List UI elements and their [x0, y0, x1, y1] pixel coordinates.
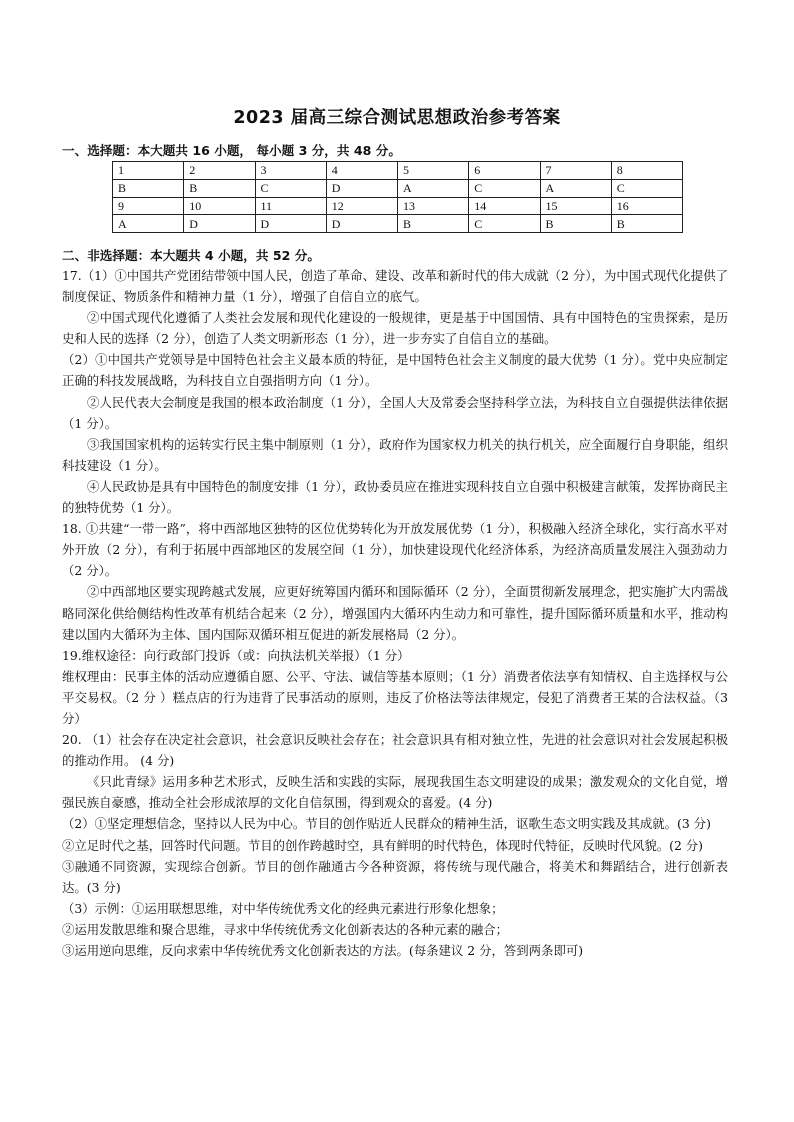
answer-paragraph: ②立足时代之基，回答时代问题。节目的创作跨越时空，具有鲜明的时代特色，体现时代特征，反映时代风貌。(2 分) [62, 837, 704, 853]
table-cell: C [611, 179, 682, 197]
table-cell: D [255, 215, 326, 233]
answer-body [62, 265, 728, 961]
table-cell: 6 [469, 162, 540, 180]
table-cell: 7 [540, 162, 611, 180]
table-cell: 3 [255, 162, 326, 180]
answer-paragraph: （2）①坚定理想信念，坚持以人民为中心。节目的创作贴近人民群众的精神生活，讴歌生态文明实践及其成就。(3 分) [62, 816, 711, 832]
section-2-heading: 二、非选择题：本大题共 4 小题，共 52 分。 [62, 248, 320, 263]
table-cell: B [398, 215, 469, 233]
table-cell: 14 [469, 197, 540, 215]
table-cell: 5 [398, 162, 469, 180]
table-cell: 13 [398, 197, 469, 215]
answer-paragraph: ③运用逆向思维，反向求索中华传统优秀文化创新表达的方法。(每条建议 2 分，答到两条即可) [62, 943, 584, 958]
answer-paragraph: （2）①中国共产党领导是中国特色社会主义最本质的特征，是中国特色社会主义制度的最大优势（1 分）。党中央应制定正确的科技发展战略，为科技自立自强指明方向（1 分）。 [62, 352, 728, 389]
table-cell: 1 [113, 162, 184, 180]
table-cell: A [540, 179, 611, 197]
table-cell: 12 [326, 197, 397, 215]
answer-paragraph: ④人民政协是具有中国特色的制度安排（1 分），政协委员应在推进实现科技自立自强中积极建言献策，发挥协商民主的独特优势（1 分）。 [62, 478, 728, 516]
table-row [113, 215, 683, 233]
answer-paragraph: 20. （1）社会存在决定社会意识，社会意识反映社会存在；社会意识具有相对独立性，先进的社会意识对社会发展起积极的推动作用。 (4 分) [62, 732, 728, 769]
table-cell: 15 [540, 197, 611, 215]
table-cell: D [326, 215, 397, 233]
section-1-heading: 一、选择题：本大题共 16 小题， 每小题 3 分，共 48 分。 [62, 143, 401, 158]
table-row [113, 162, 683, 180]
table-cell: C [255, 179, 326, 197]
answer-paragraph: 维权理由：民事主体的活动应遵循自愿、公平、守法、诚信等基本原则；（1 分）消费者依法享有知情权、自主选择权与公平交易权。（2 分 ）糕点店的行为违背了民事活动的原则，违反了价格法等法律规定，侵犯了消费者王某的合法权益。（3 分） [62, 668, 728, 726]
table-cell: 16 [611, 197, 682, 215]
table-cell: A [113, 215, 184, 233]
answer-paragraph: （3）示例：①运用联想思维，对中华传统优秀文化的经典元素进行形象化想象； [62, 900, 504, 916]
answer-paragraph: ②中西部地区要实现跨越式发展，应更好统筹国内循环和国际循环（2 分），全面贯彻新发展理念，把实施扩大内需战略同深化供给侧结构性改革有机结合起来（2 分），增强国内大循环内生动力和可靠性，提升国际循环质量和水平，推动构建以国内大循环为主体、国内国际双循环相互促进的新发展格局（2 分）。 [62, 584, 728, 642]
table-cell: D [184, 215, 255, 233]
table-cell: 8 [611, 162, 682, 180]
table-cell: B [113, 179, 184, 197]
table-cell: C [469, 215, 540, 233]
table-cell: B [540, 215, 611, 233]
table-cell: 4 [326, 162, 397, 180]
table-cell: 11 [255, 197, 326, 215]
table-cell: 10 [184, 197, 255, 215]
answer-paragraph: ②人民代表大会制度是我国的根本政治制度（1 分），全国人大及常委会坚持科学立法，为科技自立自强提供法律依据（1 分）。 [62, 394, 728, 431]
table-cell: C [469, 179, 540, 197]
table-cell: A [398, 179, 469, 197]
answer-paragraph: 《只此青绿》运用多种艺术形式，反映生活和实践的实际，展现我国生态文明建设的成果；激发观众的文化自觉，增强民族自豪感，推动全社会形成浓厚的文化自信氛围，得到观众的喜爱。(4 分) [62, 774, 728, 811]
table-cell: B [611, 215, 682, 233]
table-cell: B [184, 179, 255, 197]
table-cell: D [326, 179, 397, 197]
answer-paragraph: 18. ①共建“一带一路”，将中西部地区独特的区位优势转化为开放发展优势（1 分），积极融入经济全球化，实行高水平对外开放（2 分），有利于拓展中西部地区的发展空间（1 分），加快建设现代化经济体系，为经济高质量发展注入强劲动力（2 分）。 [62, 521, 728, 579]
table-row [113, 197, 683, 215]
table-row [113, 179, 683, 197]
answer-paragraph: 19.维权途径：向行政部门投诉（或：向执法机关举报）（1 分） [62, 647, 410, 663]
answer-paragraph: 17.（1）①中国共产党团结带领中国人民，创造了革命、建设、改革和新时代的伟大成就（2 分），为中国式现代化提供了制度保证、物质条件和精神力量（1 分），增强了自信自立的底气。 [62, 268, 728, 305]
table-cell: 9 [113, 197, 184, 215]
answer-paragraph: ③我国国家机构的运转实行民主集中制原则（1 分），政府作为国家权力机关的执行机关，应全面履行自身职能，组织科技建设（1 分）。 [62, 436, 728, 473]
answer-paragraph: ②中国式现代化遵循了人类社会发展和现代化建设的一般规律，更是基于中国国情、具有中国特色的宝贵探索，是历史和人民的选择（2 分），创造了人类文明新形态（1 分），进一步夯实了自信自立的基础。 [62, 310, 728, 347]
answer-paragraph: ③融通不同资源，实现综合创新。节目的创作融通古今各种资源，将传统与现代融合，将美术和舞蹈结合，进行创新表达。(3 分) [62, 858, 728, 895]
page-title: 2023 届高三综合测试思想政治参考答案 [233, 108, 561, 128]
answer-paragraph: ②运用发散思维和聚合思维，寻求中华传统优秀文化创新表达的各种元素的融合； [62, 921, 509, 937]
table-cell: 2 [184, 162, 255, 180]
answer-table [112, 161, 683, 233]
